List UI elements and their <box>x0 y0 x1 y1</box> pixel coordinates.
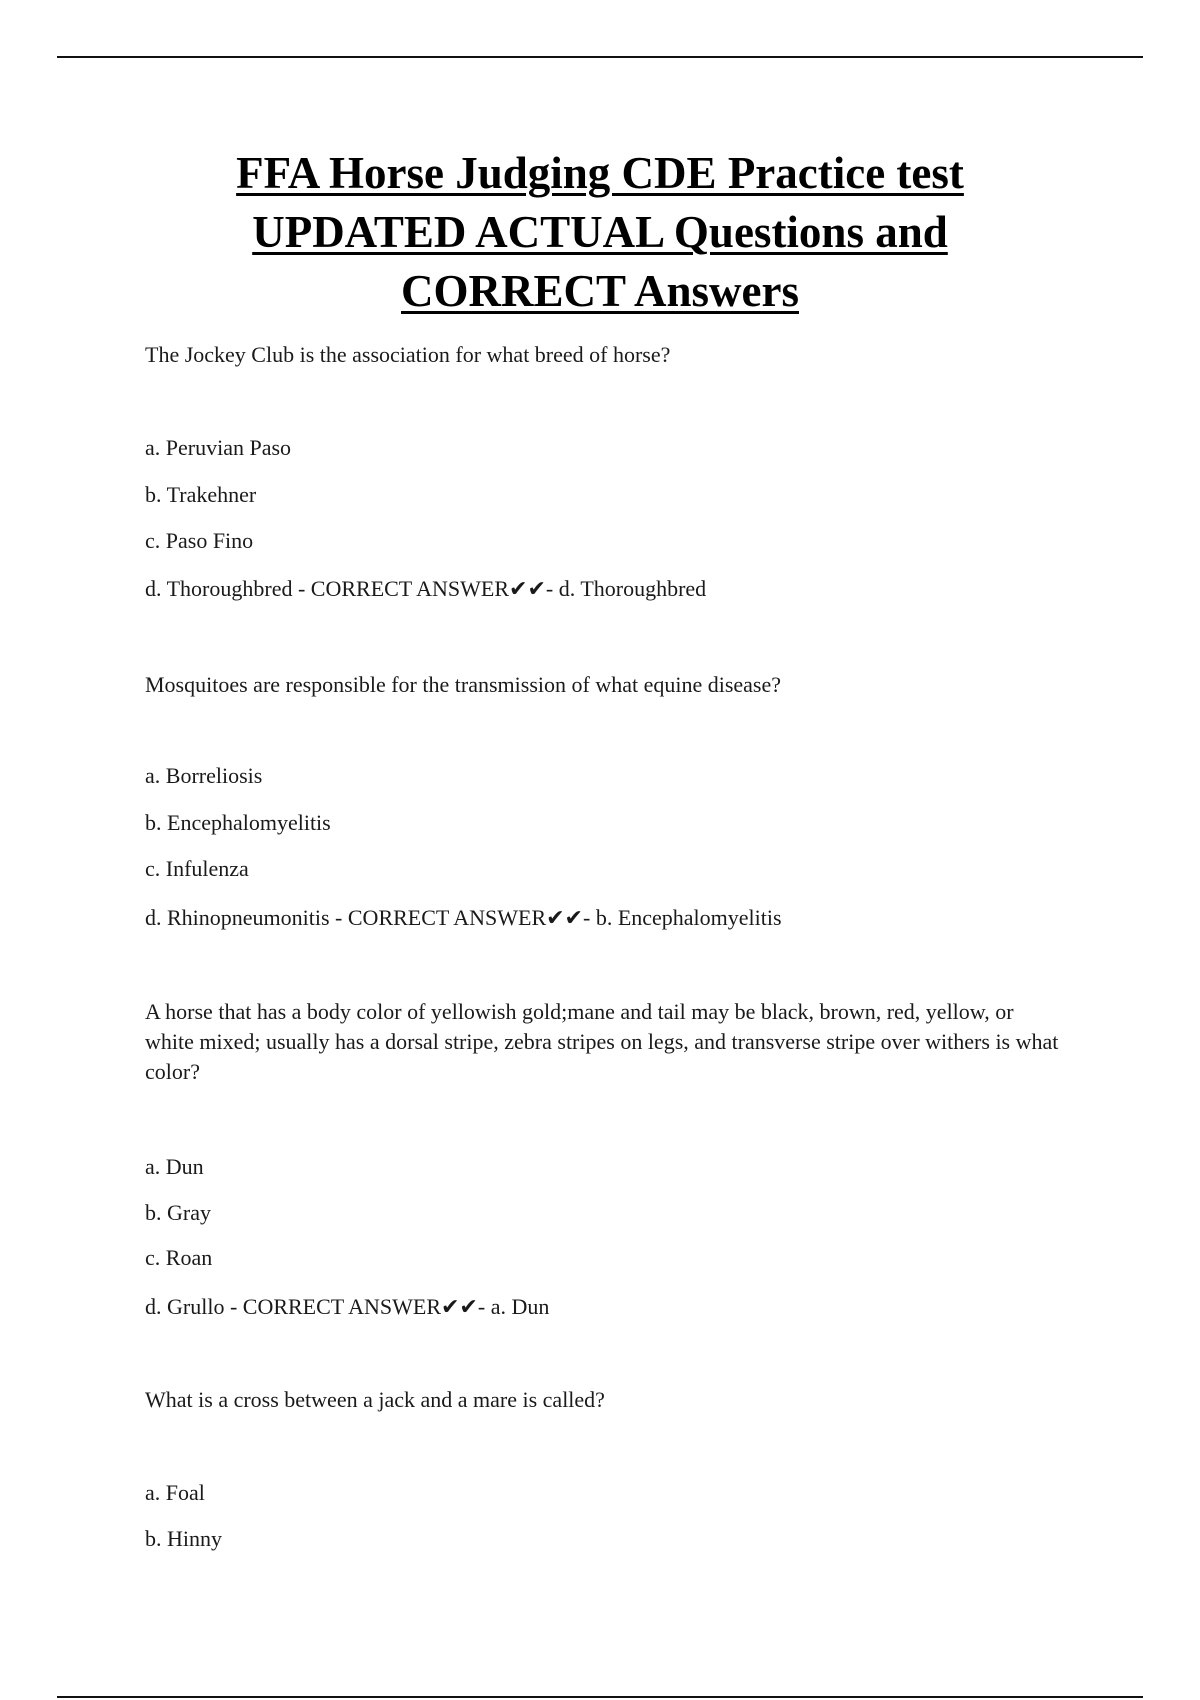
answer-option-with-correct-answer: d. Thoroughbred - CORRECT ANSWER✔✔- d. Thoroughbred <box>145 576 707 601</box>
question-prompt: A horse that has a body color of yellowish gold;mane and tail may be black, brown, red, yellow, or white mixed; usually has a dorsal stripe, zebra stripes on legs, and transverse stripe over withers is what color? <box>145 999 1059 1084</box>
answer-option: a. Peruvian Paso <box>145 435 292 460</box>
document-title <box>100 144 1100 321</box>
answer-option: a. Foal <box>145 1480 205 1505</box>
answer-option-with-correct-answer: d. Rhinopneumonitis - CORRECT ANSWER✔✔- b. Encephalomyelitis <box>145 905 782 930</box>
answer-option: c. Paso Fino <box>145 528 254 553</box>
bottom-rule <box>57 1696 1143 1698</box>
answer-option-with-correct-answer: d. Grullo - CORRECT ANSWER✔✔- a. Dun <box>145 1294 550 1319</box>
answer-option: b. Encephalomyelitis <box>145 810 331 835</box>
answer-option: a. Dun <box>145 1154 204 1179</box>
question-prompt: The Jockey Club is the association for what breed of horse? <box>145 342 671 367</box>
question-prompt: What is a cross between a jack and a mare is called? <box>145 1387 605 1412</box>
answer-option: c. Roan <box>145 1245 213 1270</box>
answer-option: b. Hinny <box>145 1526 222 1551</box>
title-line: CORRECT Answers <box>401 266 799 316</box>
top-rule <box>57 56 1143 58</box>
answer-option: b. Gray <box>145 1200 211 1225</box>
answer-option: b. Trakehner <box>145 482 257 507</box>
answer-option: a. Borreliosis <box>145 763 263 788</box>
question-prompt: Mosquitoes are responsible for the transmission of what equine disease? <box>145 672 782 697</box>
title-line: UPDATED ACTUAL Questions and <box>252 207 948 257</box>
answer-option: c. Infulenza <box>145 856 249 881</box>
title-line: FFA Horse Judging CDE Practice test <box>236 148 964 198</box>
